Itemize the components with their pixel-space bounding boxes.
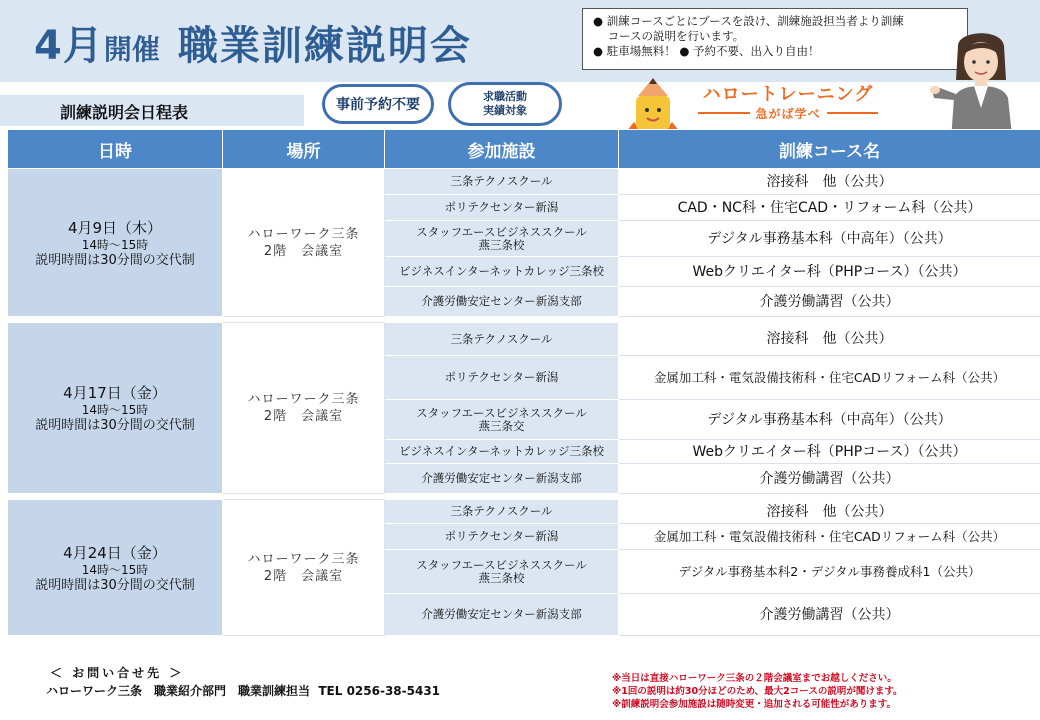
course-cell: デジタル事務基本科（中高年）（公共） bbox=[619, 221, 1040, 257]
page-title bbox=[34, 14, 472, 72]
title-main: 職業訓練説明会 bbox=[177, 23, 472, 69]
place-place-line2: 2階 会議室 bbox=[263, 243, 344, 259]
facility-cell: ビジネスインターネットカレッジ三条校 bbox=[385, 257, 619, 287]
facility-cell: 三条テクノスクール bbox=[385, 323, 619, 356]
course-cell: 介護労働講習（公共） bbox=[619, 594, 1040, 636]
facility-cell: ポリテクセンター新潟 bbox=[385, 356, 619, 400]
facility-cell: 介護労働安定センター新潟支部 bbox=[385, 287, 619, 317]
job-search-badge-line1: 求職活動 bbox=[483, 90, 527, 103]
brand-name: ハロートレーニング bbox=[702, 84, 874, 105]
place-cell bbox=[223, 169, 385, 317]
header-datetime: 日時 bbox=[8, 130, 223, 169]
place-cell bbox=[223, 323, 385, 494]
session-date: 4月9日（木） bbox=[67, 218, 163, 237]
session-date: 4月17日（金） bbox=[63, 384, 167, 402]
place-place-line1: ハローワーク三条 bbox=[247, 551, 360, 567]
contact-line: ハローワーク三条 職業紹介部門 職業訓練担当 TEL 0256-38-5431 bbox=[46, 684, 441, 698]
job-search-badge bbox=[448, 82, 562, 126]
facility-cell: スタッフエースビジネススクール 燕三条校 bbox=[385, 221, 619, 257]
place-place-line2: 2階 会議室 bbox=[263, 409, 344, 424]
hello-training-logo bbox=[692, 80, 884, 124]
course-cell: 介護労働講習（公共） bbox=[619, 287, 1040, 317]
contact-heading: ＜ お問い合せ先 ＞ bbox=[50, 666, 185, 680]
notice-line: ● 訓練コースごとにブースを設け、訓練施設担当者より訓練 bbox=[593, 14, 904, 28]
title-month: 4月 bbox=[34, 23, 104, 69]
header-facility: 参加施設 bbox=[385, 130, 619, 169]
brand-tagline: 急がば学べ bbox=[692, 104, 884, 122]
no-reservation-badge: 事前予約不要 bbox=[322, 84, 434, 124]
place-place-line2: 2階 会議室 bbox=[263, 568, 344, 584]
table-header-row bbox=[8, 130, 1040, 169]
facility-cell: 介護労働安定センター新潟支部 bbox=[385, 464, 619, 494]
session-note: 説明時間は30分間の交代制 bbox=[35, 252, 195, 268]
facility-cell: ビジネスインターネットカレッジ三条校 bbox=[385, 440, 619, 464]
schedule-label: 訓練説明会日程表 bbox=[60, 103, 189, 122]
place-place-line1: ハローワーク三条 bbox=[247, 226, 360, 242]
note-line: ※当日は直接ハローワーク三条の２階会議室までお越しください。 bbox=[612, 673, 897, 684]
course-cell: CAD・NC科・住宅CAD・リフォーム科（公共） bbox=[619, 195, 1040, 221]
session-note: 説明時間は30分間の交代制 bbox=[35, 577, 195, 593]
date-cell bbox=[8, 500, 223, 636]
facility-cell: 介護労働安定センター新潟支部 bbox=[385, 594, 619, 636]
job-search-badge-line2: 実績対象 bbox=[483, 104, 527, 117]
facility-cell: スタッフエースビジネススクール 燕三条校 bbox=[385, 550, 619, 594]
date-cell bbox=[8, 169, 223, 317]
place-cell bbox=[223, 500, 385, 636]
course-cell: 溶接科 他（公共） bbox=[619, 323, 1040, 356]
course-cell: 金属加工科・電気設備技術科・住宅CADリフォーム科（公共） bbox=[619, 524, 1040, 550]
session-date: 4月24日（金） bbox=[63, 543, 167, 562]
course-cell: Webクリエイター科（PHPコース）（公共） bbox=[619, 440, 1040, 464]
notice-box bbox=[582, 8, 968, 70]
facility-cell: ポリテクセンター新潟 bbox=[385, 524, 619, 550]
course-cell: 溶接科 他（公共） bbox=[619, 500, 1040, 524]
course-cell: 金属加工科・電気設備技術科・住宅CADリフォーム科（公共） bbox=[619, 356, 1040, 400]
course-cell: デジタル事務基本科（中高年）（公共） bbox=[619, 400, 1040, 440]
facility-cell: ポリテクセンター新潟 bbox=[385, 195, 619, 221]
session-time: 14時～15時 bbox=[81, 403, 149, 417]
session-note: 説明時間は30分間の交代制 bbox=[35, 418, 195, 433]
notes bbox=[612, 672, 903, 711]
session-time: 14時～15時 bbox=[81, 237, 149, 252]
date-cell bbox=[8, 323, 223, 494]
note-line: ※訓練説明会参加施設は随時変更・追加される可能性があります。 bbox=[612, 699, 896, 710]
table-row bbox=[8, 500, 1040, 524]
course-cell: 溶接科 他（公共） bbox=[619, 169, 1040, 195]
header-course: 訓練コース名 bbox=[619, 130, 1040, 169]
title-held: 開催 bbox=[103, 33, 160, 66]
notice-line: ● 駐車場無料！ ● 予約不要、出入り自由！ bbox=[593, 44, 820, 58]
course-cell: Webクリエイター科（PHPコース）（公共） bbox=[619, 257, 1040, 287]
header-place: 場所 bbox=[223, 130, 385, 169]
table-row bbox=[8, 323, 1040, 356]
place-place-line1: ハローワーク三条 bbox=[247, 392, 360, 407]
note-line: ※1回の説明は約30分ほどのため、最大2コースの説明が聞けます。 bbox=[612, 686, 903, 697]
session-time: 14時～15時 bbox=[81, 562, 149, 577]
facility-cell: 三条テクノスクール bbox=[385, 169, 619, 195]
facility-cell: スタッフエースビジネススクール 燕三条交 bbox=[385, 400, 619, 440]
notice-line: コースの説明を行います。 bbox=[593, 29, 745, 43]
facility-cell: 三条テクノスクール bbox=[385, 500, 619, 524]
contact-info bbox=[46, 664, 440, 700]
table-row bbox=[8, 169, 1040, 195]
course-cell: 介護労働講習（公共） bbox=[619, 464, 1040, 494]
course-cell: デジタル事務基本科2・デジタル事務養成科1（公共） bbox=[619, 550, 1040, 594]
schedule-table bbox=[7, 129, 1040, 636]
